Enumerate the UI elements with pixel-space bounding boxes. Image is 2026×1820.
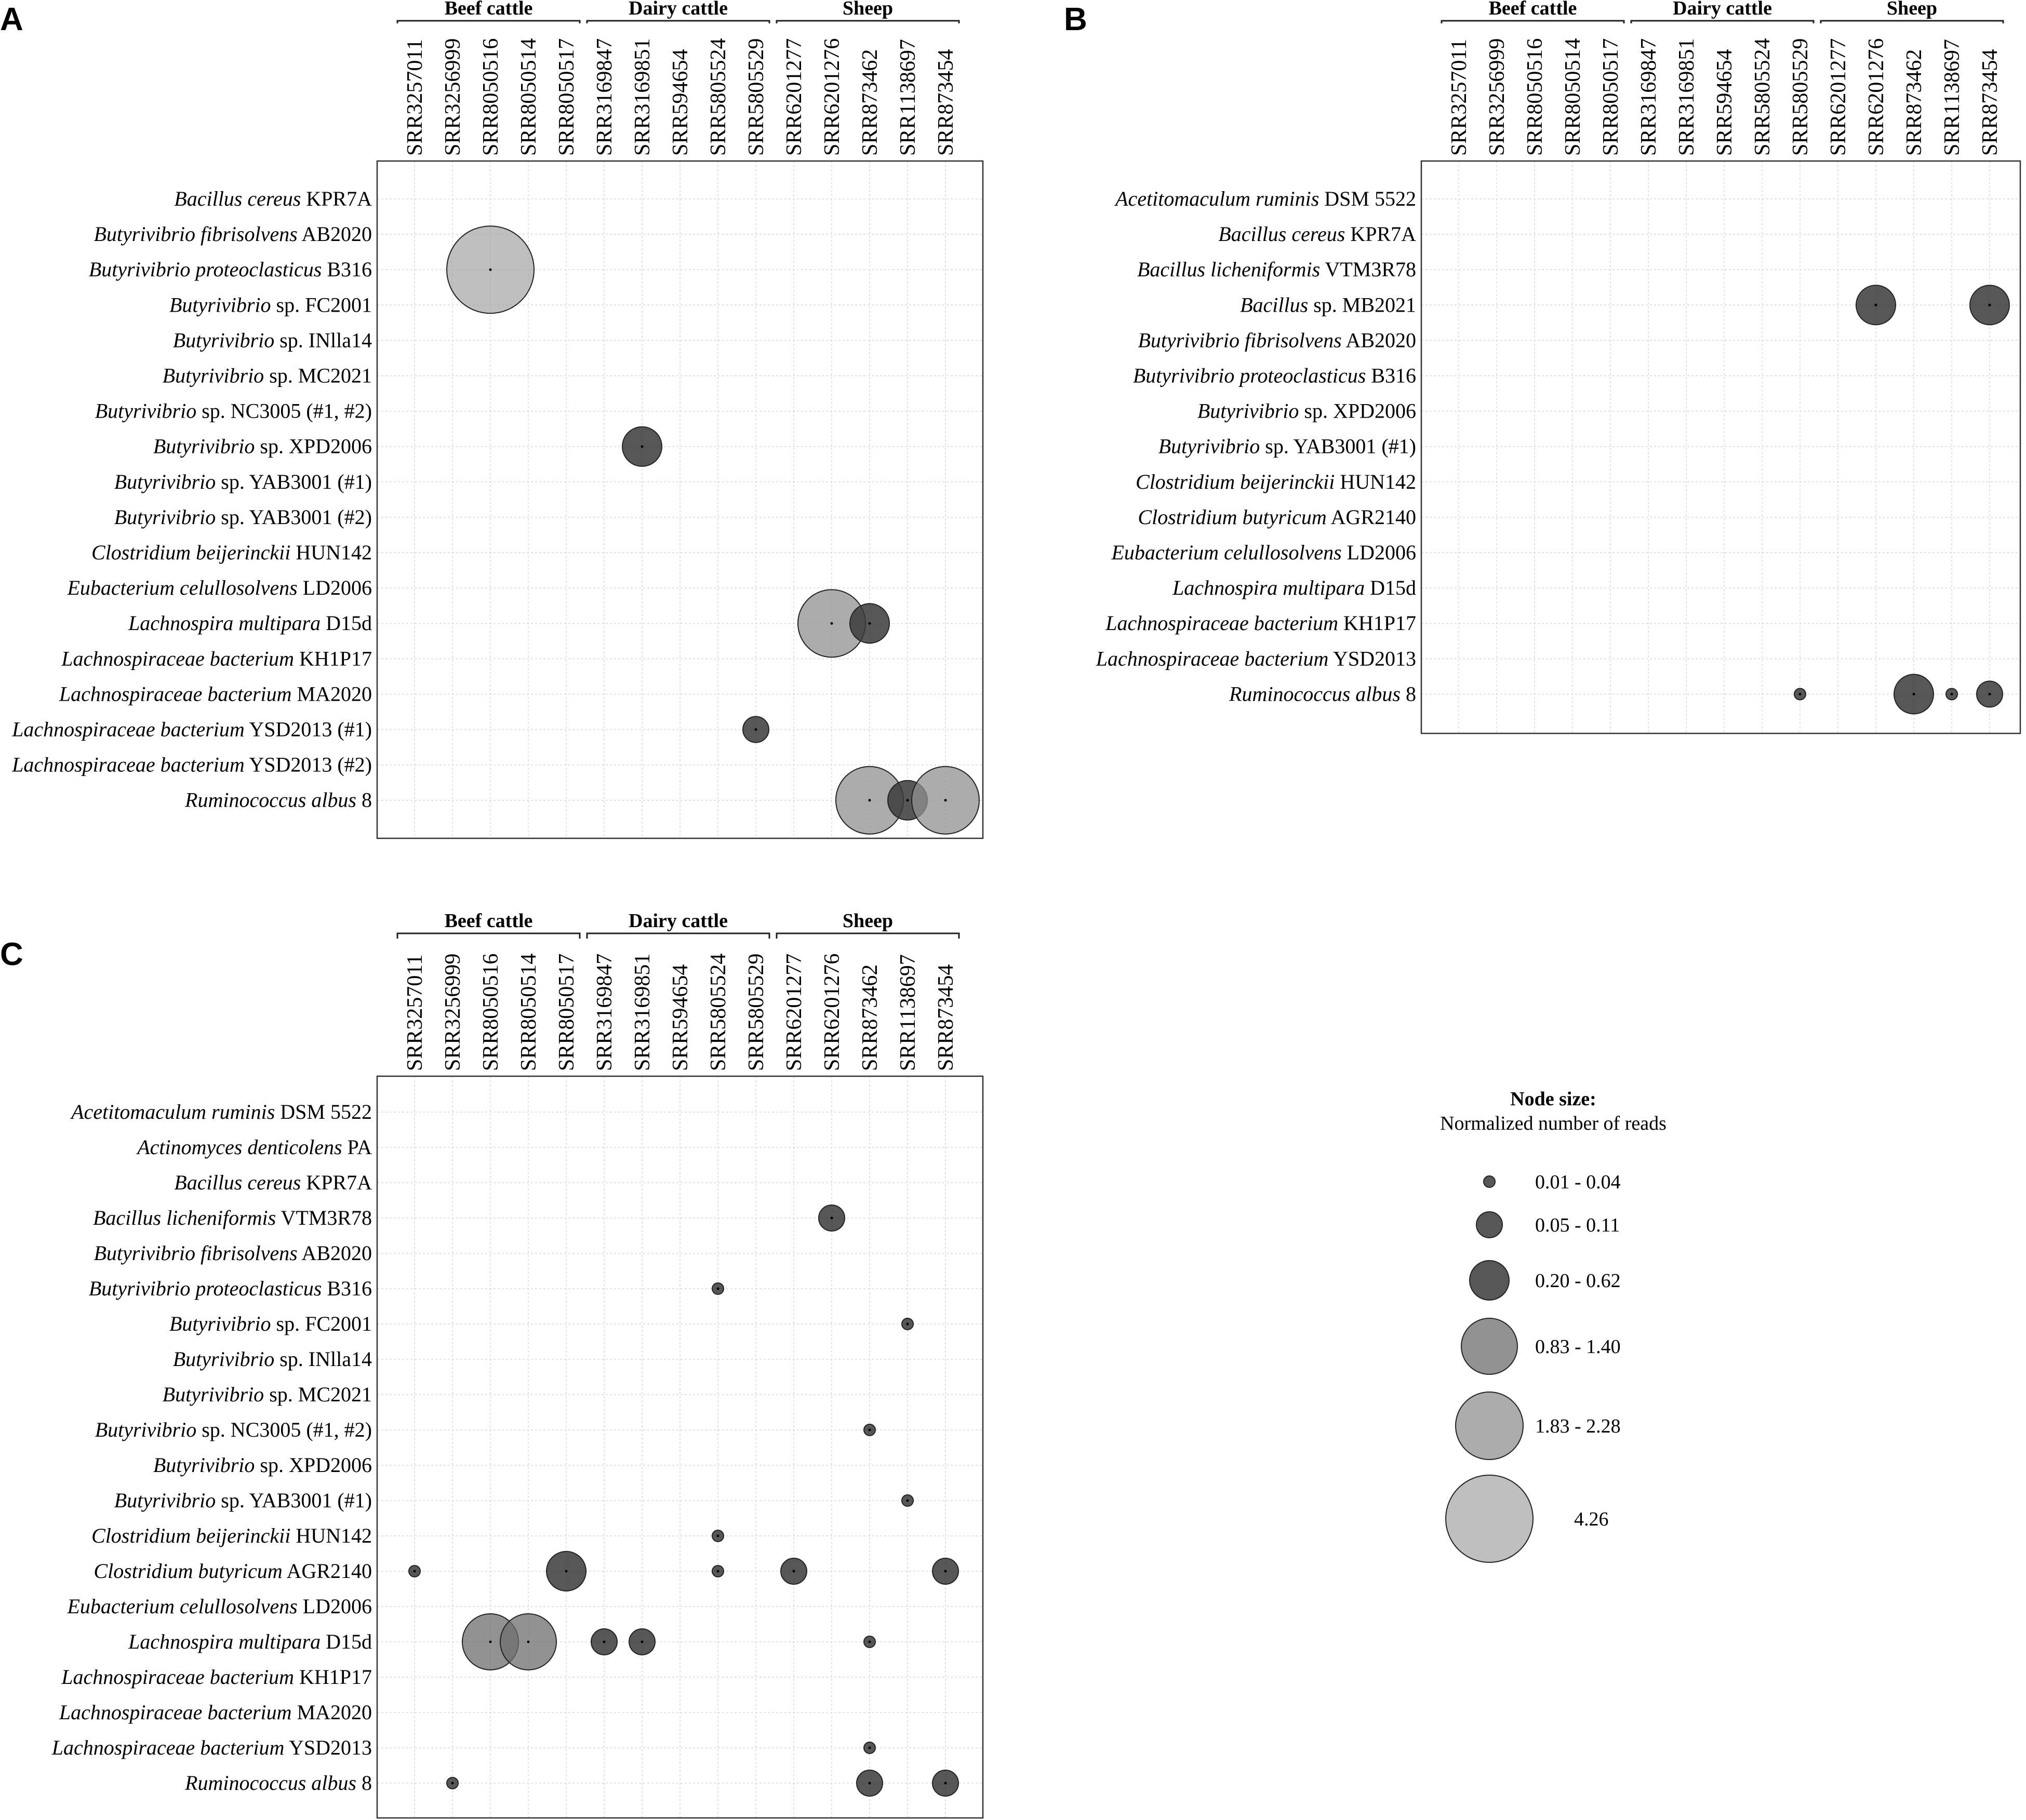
y-tick-label: Butyrivibrio sp. FC2001 [169,1312,372,1335]
legend-bubble [1446,1475,1533,1562]
y-tick-label: Bacillus cereus KPR7A [174,187,372,210]
y-tick-label: Lachnospiraceae bacterium YSD2013 (#1) [12,717,372,741]
y-tick-label: Butyrivibrio fibrisolvens AB2020 [1138,328,1416,352]
panel-c-chart [51,910,983,1818]
legend-label: 0.20 - 0.62 [1535,1270,1621,1292]
y-tick-label: Lachnospiraceae bacterium MA2020 [59,1701,372,1724]
y-tick-label: Lachnospiraceae bacterium KH1P17 [1105,611,1416,635]
y-tick-label: Lachnospiraceae bacterium KH1P17 [61,647,372,671]
y-tick-label: Butyrivibrio fibrisolvens AB2020 [94,1241,372,1265]
x-tick-label: SRR5805529 [744,38,768,156]
x-tick-label: SRR3169851 [631,38,655,156]
legend-label: 0.83 - 1.40 [1535,1336,1621,1358]
y-tick-label: Acetitomaculum ruminis DSM 5522 [1115,187,1416,210]
bubble-center-dot [527,1641,530,1643]
bubble-center-dot [944,1570,947,1573]
y-tick-label: Lachnospiraceae bacterium YSD2013 [1096,647,1416,671]
x-tick-label: SRR6201276 [1864,38,1888,156]
legend-title: Node size: [1510,1088,1596,1110]
x-tick-label: SRR3257011 [1447,39,1471,156]
bubble-center-dot [944,799,947,801]
y-tick-label: Butyrivibrio sp. YAB3001 (#1) [114,470,372,493]
bubble-center-dot [414,1570,416,1573]
y-tick-label: Lachnospira multipara D15d [1172,576,1416,600]
y-tick-label: Ruminococcus albus 8 [185,1771,372,1795]
x-tick-label: SRR3256999 [1485,38,1509,156]
y-tick-label: Eubacterium celullosolvens LD2006 [1111,541,1416,564]
bubble-center-dot [489,269,492,271]
y-tick-label: Clostridium beijerinckii HUN142 [91,541,372,564]
bubble-center-dot [831,622,833,625]
bubble-center-dot [1989,693,1991,695]
y-tick-label: Butyrivibrio proteoclasticus B316 [1132,364,1416,387]
group-label: Dairy cattle [1673,0,1772,19]
bubble-center-dot [1989,304,1991,306]
y-tick-label: Butyrivibrio proteoclasticus B316 [88,258,372,282]
panel-letter-c: C [0,936,23,972]
y-tick-label: Actinomyces denticolens PA [137,1135,372,1159]
x-tick-label: SRR3256999 [441,953,465,1071]
bubble-center-dot [907,1323,909,1326]
x-tick-label: SRR594654 [669,964,692,1071]
x-tick-label: SRR1138697 [896,39,920,156]
bubble-center-dot [1799,693,1802,695]
x-tick-label: SRR8050517 [555,953,579,1071]
x-tick-label: SRR873462 [1902,49,1926,156]
group-label: Sheep [842,910,894,932]
bubble-center-dot [869,1429,871,1431]
y-tick-label: Lachnospira multipara D15d [128,1630,372,1653]
bubble-center-dot [755,728,757,731]
legend-label: 4.26 [1574,1508,1609,1530]
x-tick-label: SRR6201277 [782,953,806,1071]
group-label: Beef cattle [444,0,533,19]
x-tick-label: SRR3256999 [441,38,465,156]
y-tick-label: Butyrivibrio sp. XPD2006 [153,434,372,458]
legend-label: 0.05 - 0.11 [1535,1214,1620,1236]
y-tick-label: Butyrivibrio sp. NC3005 (#1, #2) [95,399,372,423]
group-bracket [397,21,580,23]
bubble-center-dot [869,799,871,801]
y-tick-label: Butyrivibrio proteoclasticus B316 [88,1277,372,1300]
bubble-center-dot [603,1641,606,1643]
legend-bubble [1456,1392,1523,1460]
legend-bubble [1470,1261,1509,1300]
x-tick-label: SRR3169847 [593,953,617,1071]
bubble-center-dot [793,1570,795,1573]
bubble-center-dot [451,1782,454,1785]
plot-frame [1421,161,2020,733]
x-tick-label: SRR873462 [858,964,882,1071]
y-tick-label: Butyrivibrio sp. MC2021 [162,364,372,387]
x-tick-label: SRR5805529 [1789,38,1812,156]
panel-b-chart [1096,0,2020,733]
bubble-center-dot [641,445,644,448]
group-bracket [1821,21,2003,23]
panel-a-chart [11,0,983,838]
y-tick-label: Bacillus cereus KPR7A [1218,222,1416,246]
y-tick-label: Bacillus cereus KPR7A [174,1171,372,1194]
y-tick-label: Butyrivibrio sp. YAB3001 (#2) [114,505,372,529]
x-tick-label: SRR3169847 [1637,38,1661,156]
y-tick-label: Bacillus licheniformis VTM3R78 [1137,258,1416,282]
bubble-center-dot [717,1288,719,1290]
bubble-center-dot [907,799,909,801]
x-tick-label: SRR8050516 [479,953,503,1071]
x-tick-label: SRR3169851 [631,953,655,1071]
x-tick-label: SRR8050516 [479,38,503,156]
group-bracket [587,933,769,939]
y-tick-label: Clostridium butyricum AGR2140 [94,1559,372,1583]
bubble-center-dot [869,1747,871,1749]
x-tick-label: SRR8050514 [1561,38,1585,156]
bubble-center-dot [1951,693,1953,695]
panel-letter-a: A [0,2,23,37]
y-tick-label: Lachnospiraceae bacterium YSD2013 (#2) [12,753,372,777]
group-label: Sheep [842,0,894,19]
bubble-center-dot [907,1500,909,1502]
legend-label: 0.01 - 0.04 [1535,1171,1621,1193]
bubble-center-dot [1913,693,1915,695]
x-tick-label: SRR5805524 [707,953,730,1071]
y-tick-label: Butyrivibrio sp. INlla14 [172,328,372,352]
y-tick-label: Lachnospira multipara D15d [128,611,372,635]
y-tick-label: Eubacterium celullosolvens LD2006 [67,576,372,600]
x-tick-label: SRR594654 [1713,49,1737,156]
group-bracket [777,933,959,939]
y-tick-label: Butyrivibrio sp. FC2001 [169,293,372,317]
bubble-center-dot [489,1641,492,1643]
bubble-center-dot [565,1570,568,1573]
group-bracket [587,21,769,23]
y-tick-label: Lachnospiraceae bacterium YSD2013 [51,1736,372,1759]
y-tick-label: Clostridium beijerinckii HUN142 [91,1524,372,1547]
x-tick-label: SRR3169851 [1675,38,1699,156]
y-tick-label: Butyrivibrio sp. NC3005 (#1, #2) [95,1418,372,1441]
group-bracket [1631,21,1814,23]
panel-letter-b: B [1064,2,1087,37]
x-tick-label: SRR6201276 [820,953,844,1071]
legend-bubble [1484,1176,1495,1187]
x-tick-label: SRR1138697 [1940,39,1964,156]
x-tick-label: SRR873462 [858,49,882,156]
x-tick-label: SRR5805524 [1751,38,1775,156]
bubble-center-dot [717,1570,719,1573]
y-tick-label: Butyrivibrio sp. YAB3001 (#1) [114,1489,372,1512]
group-label: Dairy cattle [629,0,728,19]
x-tick-label: SRR3257011 [403,954,427,1071]
group-label: Sheep [1886,0,1938,19]
x-tick-label: SRR6201277 [782,38,806,156]
y-tick-label: Butyrivibrio sp. XPD2006 [1197,399,1416,423]
legend-bubble [1461,1318,1517,1374]
x-tick-label: SRR3257011 [403,39,427,156]
y-tick-label: Butyrivibrio sp. XPD2006 [153,1453,372,1477]
x-tick-label: SRR873454 [1978,49,2002,156]
y-tick-label: Butyrivibrio sp. MC2021 [162,1383,372,1406]
y-tick-label: Eubacterium celullosolvens LD2006 [67,1595,372,1618]
x-tick-label: SRR594654 [669,49,692,156]
bubble-center-dot [869,622,871,625]
x-tick-label: SRR6201276 [820,38,844,156]
x-tick-label: SRR6201277 [1827,38,1850,156]
group-bracket [397,933,580,939]
y-tick-label: Butyrivibrio sp. INlla14 [172,1347,372,1371]
group-label: Dairy cattle [629,910,728,932]
y-tick-label: Butyrivibrio sp. YAB3001 (#1) [1158,434,1416,458]
y-tick-label: Butyrivibrio fibrisolvens AB2020 [94,222,372,246]
x-tick-label: SRR3169847 [593,38,617,156]
bubble-center-dot [869,1782,871,1785]
y-tick-label: Bacillus licheniformis VTM3R78 [92,1206,372,1229]
y-tick-label: Bacillus sp. MB2021 [1240,293,1416,317]
x-tick-label: SRR8050514 [517,953,541,1071]
size-legend [1440,1088,1667,1562]
y-tick-label: Clostridium beijerinckii HUN142 [1136,470,1416,493]
y-tick-label: Lachnospiraceae bacterium MA2020 [59,682,372,706]
y-tick-label: Clostridium butyricum AGR2140 [1138,505,1416,529]
y-tick-label: Lachnospiraceae bacterium KH1P17 [61,1665,372,1689]
bubble-center-dot [831,1217,833,1220]
bubble-center-dot [944,1782,947,1785]
x-tick-label: SRR8050517 [1599,38,1623,156]
legend-bubble [1476,1212,1502,1238]
y-tick-label: Ruminococcus albus 8 [1229,682,1416,706]
group-label: Beef cattle [1488,0,1577,19]
x-tick-label: SRR5805529 [744,953,768,1071]
x-tick-label: SRR8050514 [517,38,541,156]
bubble-center-dot [717,1535,719,1537]
group-bracket [777,21,959,23]
x-tick-label: SRR1138697 [896,954,920,1071]
y-tick-label: Acetitomaculum ruminis DSM 5522 [71,1100,372,1123]
x-tick-label: SRR873454 [934,964,958,1071]
group-bracket [1442,21,1624,23]
group-label: Beef cattle [444,910,533,932]
bubble-center-dot [1875,304,1877,306]
x-tick-label: SRR8050517 [555,38,579,156]
x-tick-label: SRR8050516 [1523,38,1547,156]
x-tick-label: SRR5805524 [707,38,730,156]
bubble-center-dot [641,1641,644,1643]
x-tick-label: SRR873454 [934,49,958,156]
y-tick-label: Ruminococcus albus 8 [185,788,372,812]
legend-label: 1.83 - 2.28 [1535,1415,1621,1437]
legend-subtitle: Normalized number of reads [1440,1113,1667,1134]
bubble-center-dot [869,1641,871,1643]
